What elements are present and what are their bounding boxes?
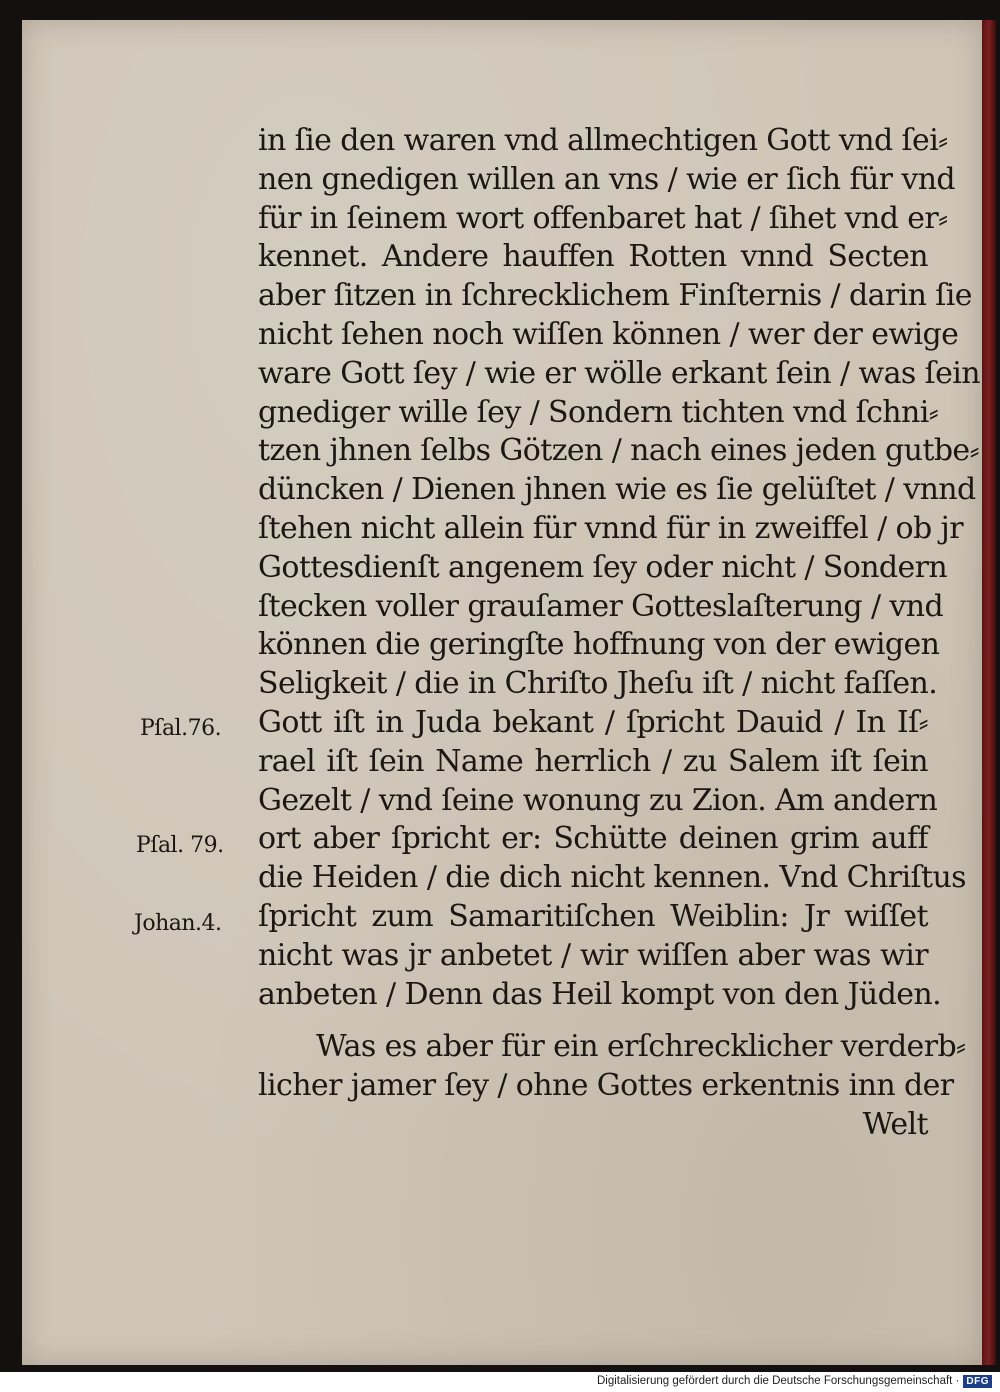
text-line: rael iſt ſein Name herrlich / zu Salem iſt ſein — [258, 743, 928, 779]
text-line: ſtecken voller grauſamer Gotteslaſterung / vnd — [258, 588, 944, 624]
text-line: düncken / Dienen jhnen wie es ſie gelüſtet / vnnd — [258, 472, 976, 508]
text-line: nicht was jr anbetet / wir wiſſen aber was wir — [258, 937, 928, 973]
margin-note-psalm-76: Pſal.76. — [140, 716, 222, 741]
text-line: nicht ſehen noch wiſſen können / wer der ewige — [258, 316, 959, 352]
footer-text: Digitalisierung gefördert durch die Deutsche Forschungsgemeinschaft · — [596, 1375, 960, 1387]
text-line: gnediger wille ſey / Sondern tichten vnd ſchni⸗ — [258, 394, 939, 430]
margin-note-psalm-79: Pſal. 79. — [136, 833, 224, 858]
text-line: Was es aber für ein erſchrecklicher verderb⸗ — [316, 1029, 966, 1065]
text-line: aber ſitzen in ſchrecklichem Finſternis / darin ſie — [258, 278, 972, 314]
text-line: in ſie den waren vnd allmechtigen Gott vnd ſei⸗ — [258, 123, 948, 158]
book-edge — [982, 20, 996, 1365]
text-line: tzen jhnen ſelbs Götzen / nach eines jeden gutbe⸗ — [258, 433, 979, 469]
text-line: nen gnedigen willen an vns / wie er ſich für vnd — [258, 161, 956, 197]
text-line: Seligkeit / die in Chriſto Jheſu iſt / nicht faſſen. — [258, 666, 938, 702]
footer-credit — [597, 1372, 992, 1390]
text-line: Gottesdienſt angenem ſey oder nicht / Sondern — [258, 549, 948, 585]
text-line: die Heiden / die dich nicht kennen. Vnd Chriſtus — [258, 860, 966, 896]
text-line: ware Gott ſey / wie er wölle erkant ſein / was ſein — [258, 355, 980, 391]
text-line: Gott iſt in Juda bekant / ſpricht Dauid / In Iſ⸗ — [258, 704, 928, 740]
dfg-logo-icon: DFG — [963, 1375, 992, 1388]
text-line: ſtehen nicht allein für vnnd für in zweiffel / ob jr — [258, 510, 963, 546]
text-line: ſpricht zum Samaritiſchen Weiblin: Jr wiſſet — [258, 898, 928, 934]
text-line: ort aber ſpricht er: Schütte deinen grim auff — [258, 821, 928, 857]
text-line: licher jamer ſey / ohne Gottes erkentnis inn der — [258, 1068, 954, 1104]
catchword: Welt — [862, 1106, 928, 1142]
text-line: können die geringſte hoffnung von der ewigen — [258, 627, 940, 663]
margin-note-johan-4: Johan.4. — [134, 911, 222, 936]
page-body-text — [258, 122, 980, 1145]
text-line: anbeten / Denn das Heil kompt von den Jüden. — [258, 976, 942, 1012]
text-line: kennet. Andere hauffen Rotten vnnd Secten — [258, 239, 928, 275]
text-line: für in ſeinem wort offenbaret hat / ſihet vnd er⸗ — [258, 200, 948, 236]
text-line: Gezelt / vnd ſeine wonung zu Zion. Am andern — [258, 782, 938, 818]
